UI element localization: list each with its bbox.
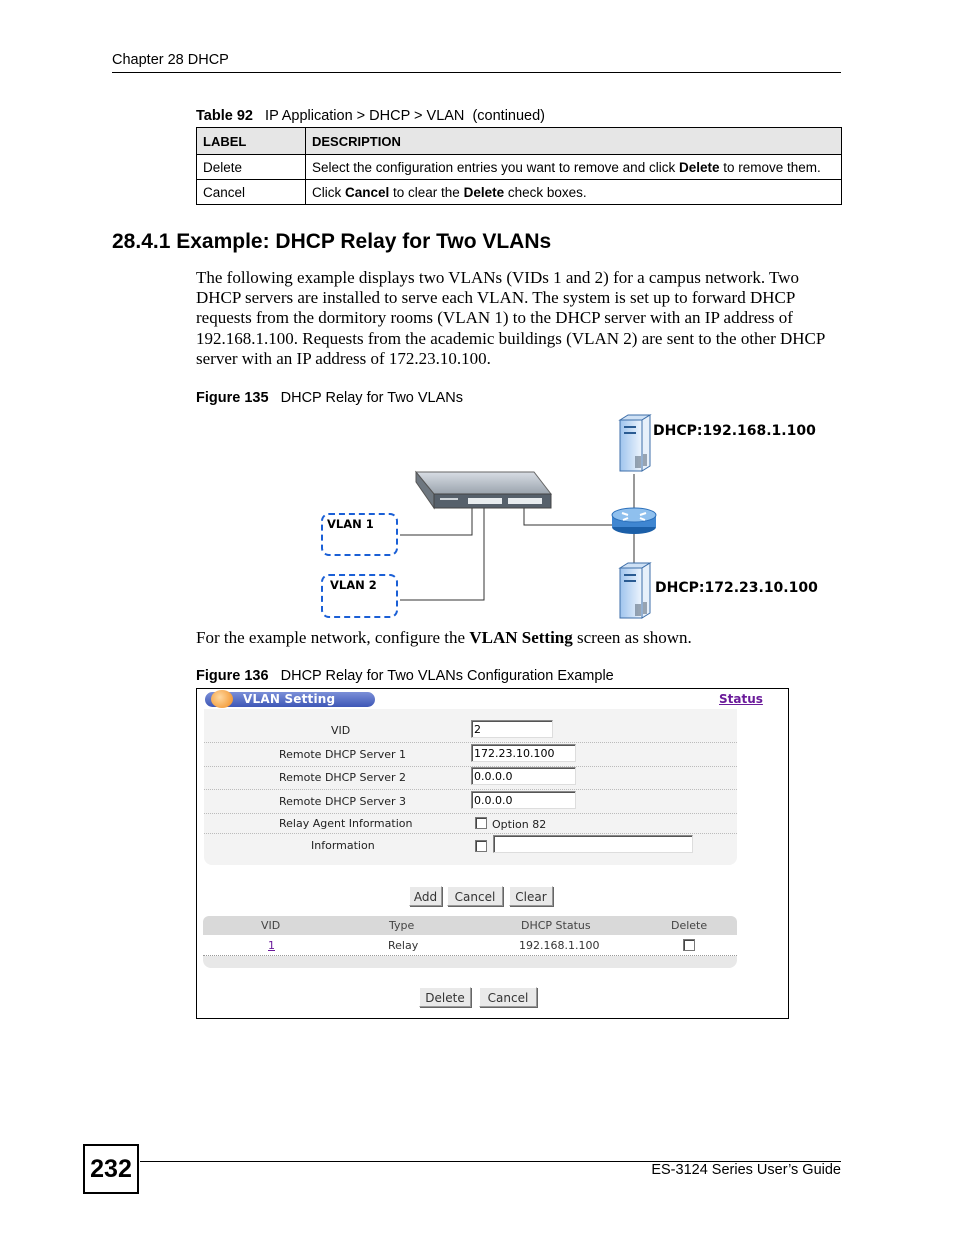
network-diagram [316,412,818,622]
table-row [203,935,737,956]
switch-icon [416,472,551,508]
chapter-header: Chapter 28 DHCP [112,52,229,68]
server1-label: DHCP:192.168.1.100 [653,423,816,439]
cancel-button[interactable]: Cancel [447,886,503,906]
figure-number: Figure 135 [196,390,269,406]
form-row-information [204,834,737,857]
add-button[interactable]: Add [409,886,442,906]
desc-text: Select the configuration entries you want to remove and click [312,159,679,175]
desc-bold: Cancel [345,184,390,200]
row-vid-link[interactable]: 1 [268,939,275,952]
server-icon [620,563,650,618]
form-row-vid [204,719,737,743]
clear-button[interactable]: Clear [509,886,553,906]
cancel-delete-button[interactable]: Cancel [479,987,537,1007]
desc-text: to clear the [389,184,464,200]
table-caption-number: Table 92 [196,108,253,124]
table-row [197,155,842,180]
table-header-label: LABEL [197,128,306,155]
server1-input[interactable]: 172.23.10.100 [471,744,576,762]
server-icon [620,415,650,471]
row-type: Relay [388,939,419,952]
paragraph-intro: The following example displays two VLANs (VIDs 1 and 2) for a campus network. Two DHCP servers are installed to serve each VLAN. The system is set up to forward DHCP requests from the dormitory rooms (VLAN 1) to the DHCP server with an IP address of 192.168.1.100. Requests from the academic buildings (VLAN 2) are sent to the other DHCP server with an IP address of 172.23.10.100. [196,268,825,368]
table-header-description: DESCRIPTION [306,128,842,155]
desc-text: to remove them. [719,159,821,175]
delete-button[interactable]: Delete [419,987,471,1007]
figure-title: DHCP Relay for Two VLANs Configuration Example [280,668,614,684]
vlan-form [204,709,737,865]
guide-title: ES-3124 Series User’s Guide [651,1162,841,1178]
desc-bold: Delete [463,184,505,200]
vlan1-box [321,513,398,556]
vlan1-label: VLAN 1 [327,517,374,531]
figure-number: Figure 136 [196,668,269,684]
information-label: Information [311,839,375,852]
option82-label: Option 82 [492,818,547,831]
tab-title: VLAN Setting [243,692,336,706]
vlan2-label: VLAN 2 [330,578,377,592]
paragraph-configure [196,628,692,648]
table-92 [196,127,842,205]
desc-bold: Delete [678,159,720,175]
header-rule [112,72,841,73]
server3-input[interactable]: 0.0.0.0 [471,791,576,809]
relay-agent-label: Relay Agent Information [279,817,413,830]
table-caption-title: IP Application > DHCP > VLAN (continued) [265,108,546,124]
col-delete: Delete [671,919,708,932]
server3-field-label: Remote DHCP Server 3 [279,795,407,808]
form-row-server2 [204,766,737,790]
information-input[interactable] [493,835,693,853]
para-bold: VLAN Setting [469,628,573,647]
router-icon [612,508,656,534]
status-link[interactable]: Status [719,692,763,706]
server2-input[interactable]: 0.0.0.0 [471,767,576,785]
information-checkbox[interactable] [475,840,487,852]
row-label: Cancel [197,180,306,205]
vlan-table-header [203,916,737,935]
form-row-server3 [204,790,737,814]
vlan-table-footer [203,956,737,968]
row-delete-checkbox[interactable] [683,939,695,951]
vlan2-box [321,574,398,618]
vid-label: VID [331,724,351,737]
table-caption [196,108,545,124]
vid-input[interactable]: 2 [471,720,553,738]
vlan-setting-screenshot [196,688,789,1019]
row-description [306,155,842,180]
server2-field-label: Remote DHCP Server 2 [279,771,407,784]
table-row [197,180,842,205]
page-number: 232 [83,1144,139,1194]
para-text: screen as shown. [572,628,692,647]
tab-orb-icon [211,690,233,708]
server1-field-label: Remote DHCP Server 1 [279,748,407,761]
figure-title: DHCP Relay for Two VLANs [280,390,464,406]
form-row-server1 [204,743,737,767]
col-dhcp-status: DHCP Status [521,919,591,932]
row-label: Delete [197,155,306,180]
section-title: 28.4.1 Example: DHCP Relay for Two VLANs [112,230,552,253]
col-vid: VID [261,919,281,932]
desc-text: check boxes. [504,184,587,200]
col-type: Type [389,919,415,932]
option82-checkbox[interactable] [475,817,487,829]
para-text: For the example network, configure the [196,628,470,647]
form-row-relay [204,813,737,834]
figure-135-caption [196,390,463,406]
table-header-row [197,128,842,155]
server2-label: DHCP:172.23.10.100 [655,580,818,596]
row-description [306,180,842,205]
row-dhcp-status: 192.168.1.100 [519,939,600,952]
figure-136-caption [196,668,614,684]
desc-text: Click [312,184,345,200]
